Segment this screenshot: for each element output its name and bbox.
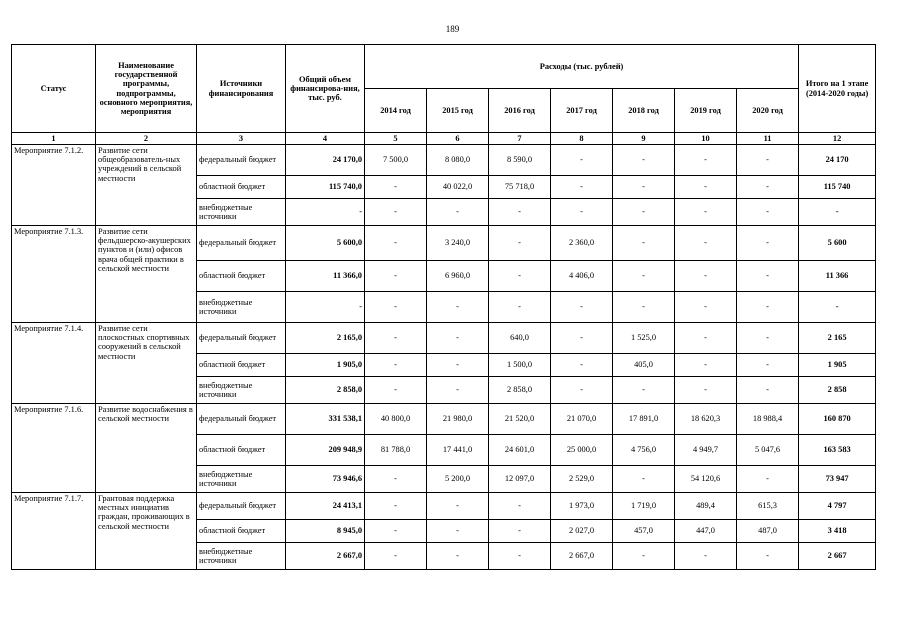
- year-value: 457,0: [613, 520, 675, 543]
- year-value: -: [675, 292, 737, 323]
- year-value: -: [365, 323, 427, 354]
- year-value: 405,0: [613, 354, 675, 377]
- year-value: -: [613, 466, 675, 493]
- year-value: 3 240,0: [427, 226, 489, 261]
- stage-total: 115 740: [799, 176, 876, 199]
- year-value: 8 590,0: [489, 145, 551, 176]
- year-value: -: [551, 354, 613, 377]
- stage-total: 160 870: [799, 404, 876, 435]
- year-value: -: [737, 145, 799, 176]
- header-stage-total: Итого на 1 этапе (2014-2020 годы): [799, 45, 876, 133]
- column-index: 2: [96, 133, 197, 145]
- year-value: 25 000,0: [551, 435, 613, 466]
- header-year: 2020 год: [737, 89, 799, 133]
- total-volume: 209 948,9: [286, 435, 365, 466]
- stage-total: -: [799, 292, 876, 323]
- stage-total: 11 366: [799, 261, 876, 292]
- stage-total: 2 667: [799, 543, 876, 570]
- year-value: 2 667,0: [551, 543, 613, 570]
- funding-source: внебюджетные источники: [197, 543, 286, 570]
- year-value: 21 980,0: [427, 404, 489, 435]
- header-year: 2017 год: [551, 89, 613, 133]
- year-value: -: [365, 543, 427, 570]
- year-value: 1 525,0: [613, 323, 675, 354]
- stage-total: 5 600: [799, 226, 876, 261]
- funding-source: областной бюджет: [197, 176, 286, 199]
- year-value: -: [675, 199, 737, 226]
- total-volume: -: [286, 199, 365, 226]
- year-value: 2 360,0: [551, 226, 613, 261]
- funding-source: внебюджетные источники: [197, 466, 286, 493]
- program-name-cell: Развитие сети общеобразователь-ных учреждений в сельской местности: [96, 145, 197, 226]
- year-value: -: [489, 292, 551, 323]
- funding-source: внебюджетные источники: [197, 377, 286, 404]
- year-value: -: [551, 176, 613, 199]
- total-volume: 1 905,0: [286, 354, 365, 377]
- status-cell: Мероприятие 7.1.6.: [12, 404, 96, 493]
- year-value: -: [675, 377, 737, 404]
- year-value: 40 800,0: [365, 404, 427, 435]
- year-value: 487,0: [737, 520, 799, 543]
- year-value: -: [365, 493, 427, 520]
- year-value: 615,3: [737, 493, 799, 520]
- year-value: 1 719,0: [613, 493, 675, 520]
- header-year: 2015 год: [427, 89, 489, 133]
- column-index: 12: [799, 133, 876, 145]
- funding-source: областной бюджет: [197, 435, 286, 466]
- year-value: -: [613, 226, 675, 261]
- year-value: 1 973,0: [551, 493, 613, 520]
- year-value: -: [675, 176, 737, 199]
- year-value: -: [489, 226, 551, 261]
- year-value: -: [427, 543, 489, 570]
- header-sources: Источники финансирования: [197, 45, 286, 133]
- total-volume: 24 413,1: [286, 493, 365, 520]
- year-value: -: [737, 261, 799, 292]
- year-value: 12 097,0: [489, 466, 551, 493]
- year-value: -: [551, 199, 613, 226]
- total-volume: -: [286, 292, 365, 323]
- funding-source: внебюджетные источники: [197, 199, 286, 226]
- year-value: 24 601,0: [489, 435, 551, 466]
- year-value: -: [551, 292, 613, 323]
- year-value: -: [737, 354, 799, 377]
- funding-source: федеральный бюджет: [197, 493, 286, 520]
- year-value: -: [551, 145, 613, 176]
- year-value: 7 500,0: [365, 145, 427, 176]
- year-value: -: [427, 493, 489, 520]
- year-value: -: [365, 377, 427, 404]
- year-value: 21 070,0: [551, 404, 613, 435]
- year-value: -: [365, 226, 427, 261]
- year-value: 5 200,0: [427, 466, 489, 493]
- program-name-cell: Грантовая поддержка местных инициатив граждан, проживающих в сельской местности: [96, 493, 197, 570]
- funding-source: областной бюджет: [197, 354, 286, 377]
- year-value: -: [737, 543, 799, 570]
- column-index: 10: [675, 133, 737, 145]
- table-row: [12, 323, 876, 354]
- year-value: -: [489, 520, 551, 543]
- column-index: 1: [12, 133, 96, 145]
- header-expenses: Расходы (тыс. рублей): [365, 45, 799, 89]
- year-value: 21 520,0: [489, 404, 551, 435]
- year-value: -: [427, 377, 489, 404]
- year-value: 4 406,0: [551, 261, 613, 292]
- header-year: 2016 год: [489, 89, 551, 133]
- year-value: -: [737, 323, 799, 354]
- year-value: -: [737, 176, 799, 199]
- status-cell: Мероприятие 7.1.3.: [12, 226, 96, 323]
- stage-total: 4 797: [799, 493, 876, 520]
- year-value: 18 620,3: [675, 404, 737, 435]
- header-total-volume: Общий объем финансирова-ния, тыс. руб.: [286, 45, 365, 133]
- total-volume: 115 740,0: [286, 176, 365, 199]
- year-value: -: [489, 493, 551, 520]
- funding-source: федеральный бюджет: [197, 145, 286, 176]
- stage-total: 3 418: [799, 520, 876, 543]
- year-value: -: [365, 292, 427, 323]
- table-row: [12, 226, 876, 261]
- year-value: 75 718,0: [489, 176, 551, 199]
- funding-source: внебюджетные источники: [197, 292, 286, 323]
- year-value: 2 529,0: [551, 466, 613, 493]
- year-value: -: [737, 292, 799, 323]
- column-index: 9: [613, 133, 675, 145]
- funding-source: федеральный бюджет: [197, 404, 286, 435]
- year-value: 8 080,0: [427, 145, 489, 176]
- header-year: 2018 год: [613, 89, 675, 133]
- stage-total: 163 583: [799, 435, 876, 466]
- year-value: 2 858,0: [489, 377, 551, 404]
- column-index: 4: [286, 133, 365, 145]
- year-value: -: [551, 377, 613, 404]
- year-value: -: [551, 323, 613, 354]
- year-value: -: [427, 354, 489, 377]
- funding-source: федеральный бюджет: [197, 323, 286, 354]
- total-volume: 8 945,0: [286, 520, 365, 543]
- total-volume: 24 170,0: [286, 145, 365, 176]
- column-index: 7: [489, 133, 551, 145]
- year-value: -: [365, 466, 427, 493]
- year-value: -: [365, 520, 427, 543]
- column-index: 3: [197, 133, 286, 145]
- year-value: -: [489, 261, 551, 292]
- header-year: 2019 год: [675, 89, 737, 133]
- year-value: 489,4: [675, 493, 737, 520]
- funding-source: федеральный бюджет: [197, 226, 286, 261]
- year-value: -: [737, 377, 799, 404]
- year-value: 17 441,0: [427, 435, 489, 466]
- total-volume: 331 538,1: [286, 404, 365, 435]
- funding-source: областной бюджет: [197, 520, 286, 543]
- table-row: [12, 145, 876, 176]
- year-value: -: [675, 543, 737, 570]
- year-value: 4 949,7: [675, 435, 737, 466]
- year-value: -: [613, 199, 675, 226]
- total-volume: 2 667,0: [286, 543, 365, 570]
- stage-total: 24 170: [799, 145, 876, 176]
- financing-table: [11, 44, 876, 570]
- program-name-cell: Развитие сети плоскостных спортивных сооружений в сельской местности: [96, 323, 197, 404]
- year-value: -: [365, 199, 427, 226]
- stage-total: -: [799, 199, 876, 226]
- year-value: -: [613, 176, 675, 199]
- year-value: -: [675, 354, 737, 377]
- year-value: -: [675, 261, 737, 292]
- status-cell: Мероприятие 7.1.7.: [12, 493, 96, 570]
- header-year: 2014 год: [365, 89, 427, 133]
- year-value: 40 022,0: [427, 176, 489, 199]
- year-value: 1 500,0: [489, 354, 551, 377]
- year-value: -: [613, 543, 675, 570]
- year-value: -: [427, 292, 489, 323]
- year-value: -: [427, 323, 489, 354]
- year-value: -: [365, 354, 427, 377]
- year-value: -: [613, 377, 675, 404]
- program-name-cell: Развитие водоснабжения в сельской местности: [96, 404, 197, 493]
- year-value: -: [489, 543, 551, 570]
- program-name-cell: Развитие сети фельдшерско-акушерских пунктов и (или) офисов врача общей практики в сельской местности: [96, 226, 197, 323]
- year-value: -: [675, 145, 737, 176]
- page-number: 189: [445, 24, 460, 34]
- column-index: 5: [365, 133, 427, 145]
- stage-total: 2 858: [799, 377, 876, 404]
- column-index: 11: [737, 133, 799, 145]
- stage-total: 1 905: [799, 354, 876, 377]
- total-volume: 5 600,0: [286, 226, 365, 261]
- table-row: [12, 404, 876, 435]
- year-value: -: [365, 176, 427, 199]
- year-value: 447,0: [675, 520, 737, 543]
- year-value: -: [737, 466, 799, 493]
- header-name: Наименование государственной программы, подпрограммы, основного мероприятия, мероприятия: [96, 45, 197, 133]
- header-status: Статус: [12, 45, 96, 133]
- column-index: 6: [427, 133, 489, 145]
- status-cell: Мероприятие 7.1.4.: [12, 323, 96, 404]
- year-value: -: [427, 520, 489, 543]
- table-row: [12, 493, 876, 520]
- year-value: 81 788,0: [365, 435, 427, 466]
- year-value: 4 756,0: [613, 435, 675, 466]
- year-value: 54 120,6: [675, 466, 737, 493]
- year-value: -: [427, 199, 489, 226]
- total-volume: 73 946,6: [286, 466, 365, 493]
- year-value: 6 960,0: [427, 261, 489, 292]
- column-index: 8: [551, 133, 613, 145]
- year-value: -: [489, 199, 551, 226]
- year-value: -: [613, 261, 675, 292]
- year-value: -: [737, 226, 799, 261]
- year-value: -: [613, 292, 675, 323]
- funding-source: областной бюджет: [197, 261, 286, 292]
- status-cell: Мероприятие 7.1.2.: [12, 145, 96, 226]
- total-volume: 2 165,0: [286, 323, 365, 354]
- year-value: 17 891,0: [613, 404, 675, 435]
- year-value: 640,0: [489, 323, 551, 354]
- total-volume: 2 858,0: [286, 377, 365, 404]
- stage-total: 73 947: [799, 466, 876, 493]
- stage-total: 2 165: [799, 323, 876, 354]
- column-index-row: [12, 133, 876, 145]
- year-value: 2 027,0: [551, 520, 613, 543]
- total-volume: 11 366,0: [286, 261, 365, 292]
- year-value: -: [675, 323, 737, 354]
- year-value: -: [365, 261, 427, 292]
- year-value: 18 988,4: [737, 404, 799, 435]
- year-value: -: [613, 145, 675, 176]
- year-value: -: [675, 226, 737, 261]
- year-value: -: [737, 199, 799, 226]
- year-value: 5 047,6: [737, 435, 799, 466]
